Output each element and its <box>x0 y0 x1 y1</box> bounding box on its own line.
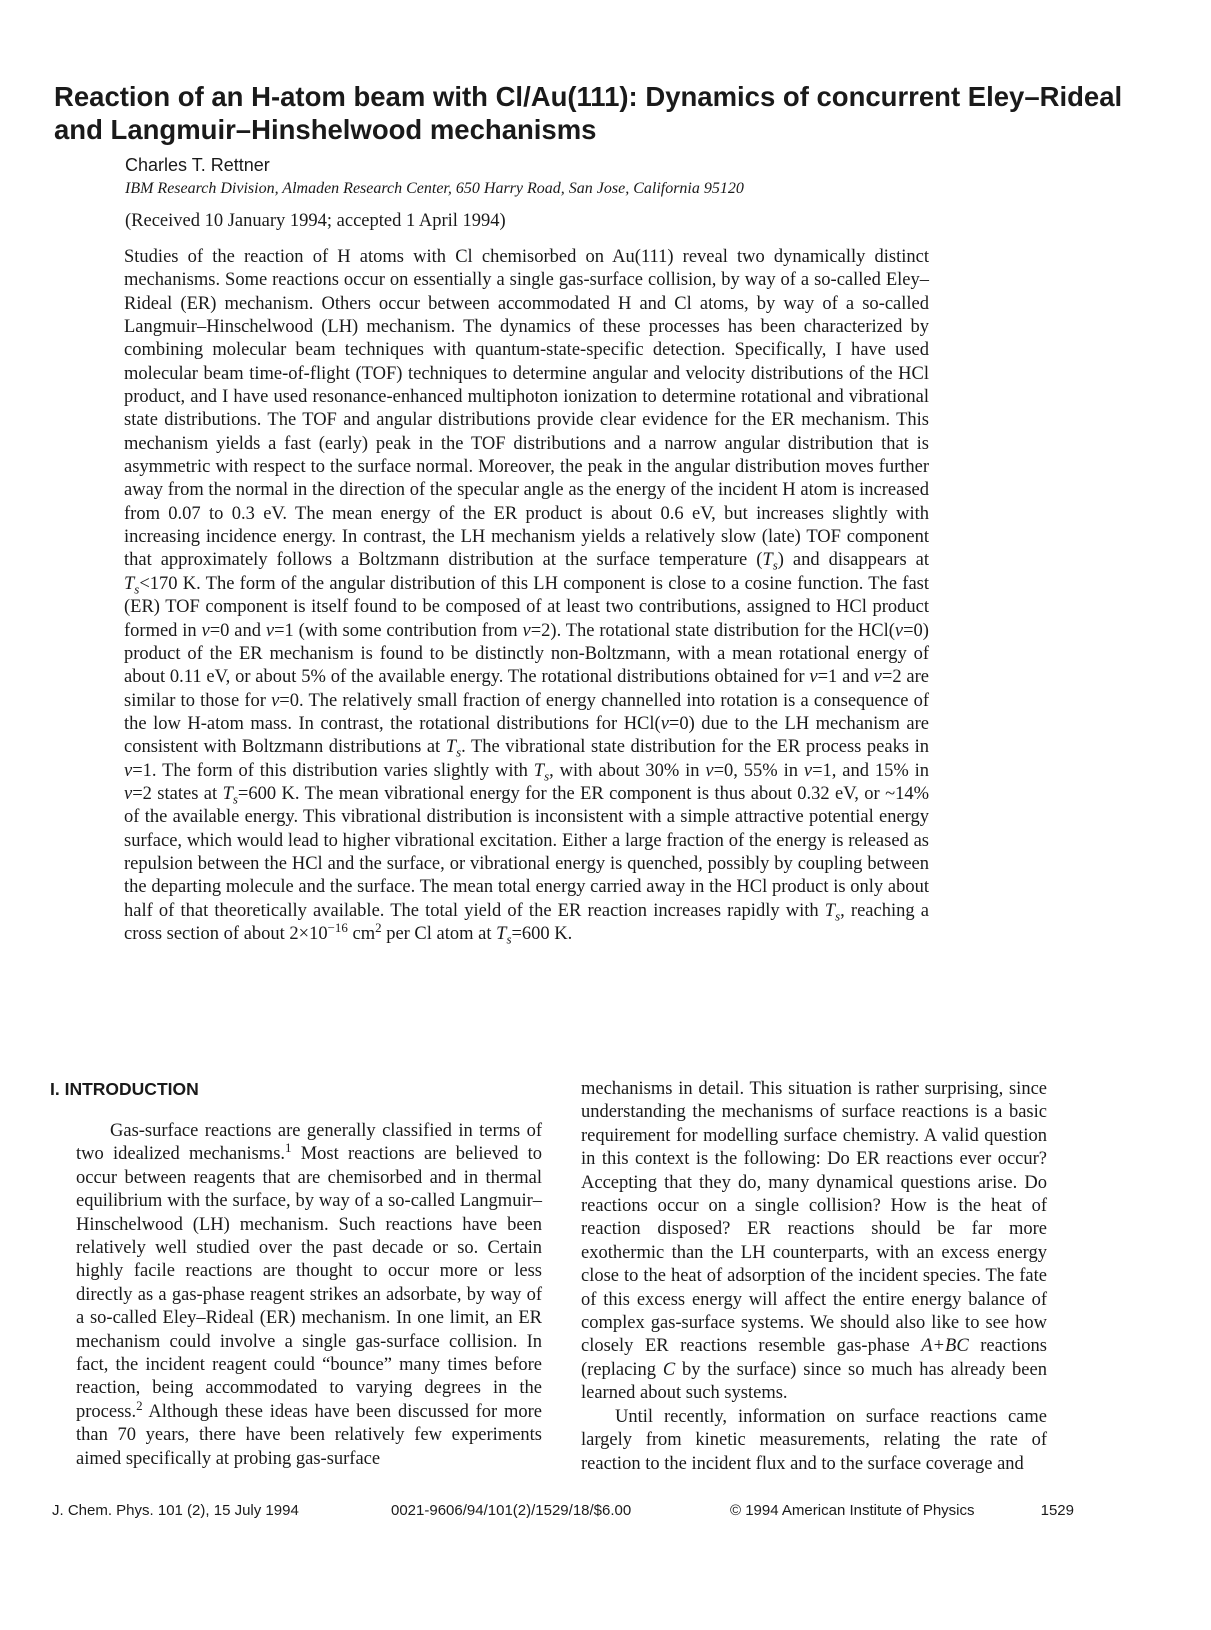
author-affiliation: IBM Research Division, Almaden Research Center, 650 Harry Road, San Jose, California 95120 <box>125 180 744 197</box>
reference-2: 2 <box>136 1397 143 1413</box>
received-dates: (Received 10 January 1994; accepted 1 April 1994) <box>125 211 506 231</box>
intro-paragraph-2: Until recently, information on surface reactions came largely from kinetic measurements, relating the rate of reaction to the incident flux and to the surface coverage and <box>581 1406 1047 1474</box>
intro-paragraph-1-continued: mechanisms in detail. This situation is rather surprising, since understanding the mechanisms of surface reactions is a basic requirement for modelling surface chemistry. A valid question in this context is the following: Do ER reactions ever occur? Accepting that they do, many dynamical questions arise. Do reactions occur on a single collision? How is the heat of reaction disposed? ER reactions should be far more exothermic than the LH counterparts, with an excess energy close to the heat of adsorption of the incident species. The fate of this excess energy will affect the entire energy balance of complex gas-surface systems. We should also like to see how closely ER reactions resemble gas-phase A+BC reactions (replacing C by the surface) since so much has already been learned about such systems. <box>581 1079 1047 1404</box>
article-code: 0021-9606/94/101(2)/1529/18/$6.00 <box>391 1502 632 1519</box>
copyright-notice: © 1994 American Institute of Physics <box>730 1502 975 1519</box>
abstract: Studies of the reaction of H atoms with Cl chemisorbed on Au(111) reveal two dynamically distinct mechanisms. Some reactions occur on essentially a single gas-surface collision, by way of a so-called Eley–Rideal (ER) mechanism. Others occur between accommodated H and Cl atoms, by way of a so-called Langmuir–Hinschelwood (LH) mechanism. The dynamics of these processes has been characterized by combining molecular beam techniques with quantum-state-specific detection. Specifically, I have used molecular beam time-of-flight (TOF) techniques to determine angular and velocity distributions of the HCl product, and I have used resonance-enhanced multiphoton ionization to determine rotational and vibrational state distributions. The TOF and angular distributions provide clear evidence for the ER mechanism. This mechanism yields a fast (early) peak in the TOF distributions and a narrow angular distribution that is asymmetric with respect to the surface normal. Moreover, the peak in the angular distribution moves further away from the normal in the direction of the specular angle as the energy of the incident H atom is increased from 0.07 to 0.3 eV. The mean energy of the ER product is about 0.6 eV, but increases slightly with increasing incidence energy. In contrast, the LH mechanism yields a relatively slow (late) TOF component that approximately follows a Boltzmann distribution at the surface temperature $(T_s)$ and disappears at $T_s<170$ K. The form of the angular distribution of this LH component is close to a cosine function. The fast (ER) TOF component is itself found to be composed of at least two contributions, assigned to HCl product formed in v=0 and v=1 (with some contribution from v=2). The rotational state distribution for the HCl(v=0) product of the ER mechanism is found to be distinctly non-Boltzmann, with a mean rotational energy of about 0.11 eV, or about 5% of the available energy. The rotational distributions obtained for v=1 and v=2 are similar to those for v=0. The relatively small fraction of energy channelled into rotation is a consequence of the low H-atom mass. In contrast, the rotational distributions for HCl(v=0) due to the LH mechanism are consistent with Boltzmann distributions at $T_s$. The vibrational state distribution for the ER process peaks in v=1. The form of this distribution varies slightly with $T_s$, with about 30% in v=0, 55% in v=1, and 15% in v=2 states at $T_s=600$ K. The mean vibrational energy for the ER component is thus about 0.32 eV, or ~14% of the available energy. This vibrational distribution is inconsistent with a simple attractive potential energy surface, which would lead to higher vibrational excitation. Either a large fraction of the energy is released as repulsion between the HCl and the surface, or vibrational energy is quenched, possibly by coupling between the departing molecule and the surface. The mean total energy carried away in the HCl product is only about half of that theoretically available. The total yield of the ER reaction increases rapidly with $T_s$, reaching a cross section of about $2\times 10^{-16}$ $cm^2$ per Cl atom at $T_s=600$ K. <box>124 247 930 947</box>
left-column <box>50 1078 543 1471</box>
right-column <box>581 1078 1047 1476</box>
paper-title: Reaction of an H-atom beam with Cl/Au(111): Dynamics of concurrent Eley–Rideal and Langmuir–Hinshelwood mechanisms <box>54 81 1123 145</box>
intro-paragraph-1: Gas-surface reactions are generally classified in terms of two idealized mechanisms.$^1$ Most reactions are believed to occur between reagents that are chemisorbed and in thermal equilibrium with the surface, by way of a so-called Langmuir–Hinschelwood (LH) mechanism. Such reactions have been relatively well studied over the past decade or so. Certain highly facile reactions are thought to occur more or less directly as a gas-phase reagent strikes an adsorbate, by way of a so-called Eley–Rideal (ER) mechanism. In one limit, an ER mechanism could involve a single gas-surface collision. In fact, the incident reagent could “bounce” many times before reaction, being accommodated to varying degrees in the process.$^2$ Although these ideas have been discussed for more than 70 years, there have been relatively few experiments aimed specifically at probing gas-surface <box>76 1121 543 1469</box>
page-number: 1529 <box>1040 1502 1074 1519</box>
journal-citation: J. Chem. Phys. 101 (2), 15 July 1994 <box>52 1502 299 1519</box>
section-heading-introduction: I. INTRODUCTION <box>50 1079 199 1099</box>
page-footer <box>52 1500 1074 1522</box>
author-name: Charles T. Rettner <box>125 155 270 175</box>
reference-1: 1 <box>285 1140 292 1156</box>
